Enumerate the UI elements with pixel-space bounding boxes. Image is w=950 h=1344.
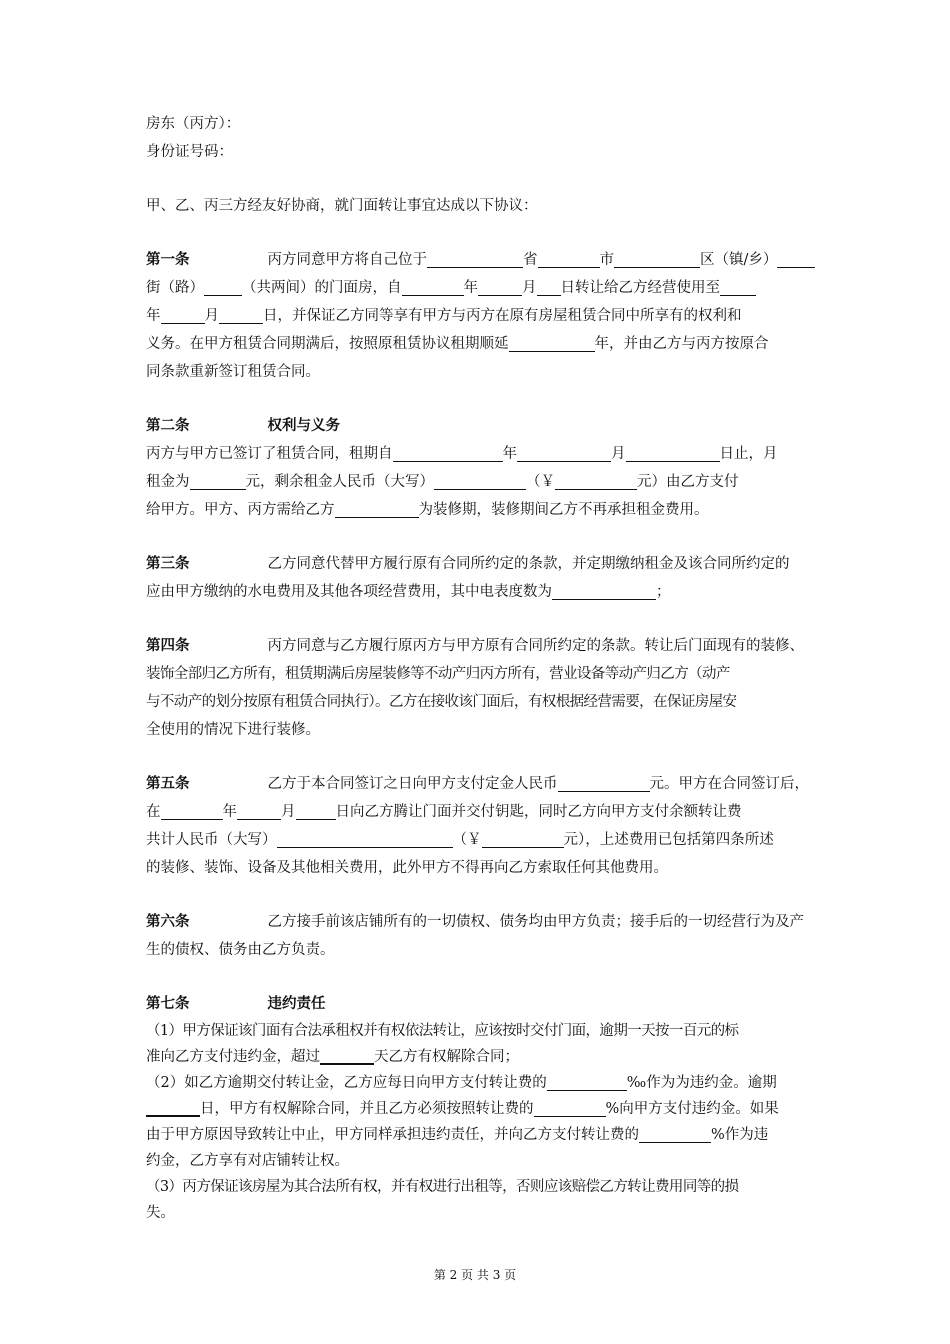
article-2-title: 第二条	[146, 417, 190, 434]
text: 月	[611, 446, 626, 462]
text: 区（镇/乡）	[700, 252, 778, 268]
text: 市	[599, 252, 614, 268]
text: 年	[502, 446, 517, 462]
blank-start-year	[402, 277, 464, 296]
blank-end-day	[219, 305, 263, 324]
blank-province	[427, 249, 523, 268]
blank-start-month	[478, 277, 522, 296]
text: 日向乙方腾让门面并交付钥匙，同时乙方向甲方支付余额转让费	[335, 804, 742, 820]
article-4-line-1	[146, 632, 808, 660]
article-7-line-4	[146, 1096, 808, 1122]
text: 装饰全部归乙方所有，租赁期满后房屋装修等不动产归丙方所有，营业设备等动产归乙方（动产	[146, 666, 730, 682]
text: 日，甲方有权解除合同，并且乙方必须按照转让费的	[200, 1101, 534, 1117]
text: %向甲方支付违约金。如果	[605, 1101, 779, 1117]
article-5-line-1	[146, 770, 808, 798]
blank-extend-years	[509, 333, 595, 352]
text: %作为违	[711, 1127, 769, 1143]
text: 月	[522, 280, 537, 296]
article-2-line-1	[146, 440, 808, 468]
blank-monthly-rent	[190, 471, 246, 490]
blank-transfer-fee-number	[482, 829, 564, 848]
text: 同条款重新签订租赁合同。	[146, 364, 320, 380]
text: 日止，月	[719, 446, 778, 462]
article-7-title: 第七条	[146, 995, 190, 1012]
article-5-line-4	[146, 854, 808, 882]
text: 丙方与甲方已签订了租赁合同，租期自	[146, 446, 393, 462]
text: 在	[146, 804, 161, 820]
landlord-label: 房东（丙方）：	[146, 116, 241, 132]
blank-handover-day	[296, 801, 336, 820]
blank-street	[777, 249, 815, 268]
text: 生的债权、债务由乙方负责。	[146, 942, 335, 958]
blank-meter-reading	[552, 581, 656, 600]
text: （2）如乙方逾期交付转让金，乙方应每日向甲方支付转让费的	[146, 1075, 547, 1091]
text: 准向乙方支付违约金，超过	[146, 1049, 320, 1065]
article-1-line-4	[146, 330, 808, 358]
text: 失。	[146, 1205, 175, 1221]
article-1-line-1	[146, 246, 808, 274]
landlord-line	[146, 110, 808, 138]
article-7-line-7	[146, 1174, 808, 1200]
article-5-line-3	[146, 826, 808, 854]
text: （1）甲方保证该门面有合法承租权并有权依法转让，应该按时交付门面，逾期一天按一百元的标	[146, 1023, 739, 1039]
blank-overdue-days	[320, 1045, 374, 1065]
blank-daily-penalty-rate	[547, 1072, 627, 1091]
article-7-heading	[146, 990, 808, 1018]
text: 元）由乙方支付	[637, 474, 739, 490]
article-3-title: 第三条	[146, 555, 190, 572]
article-2-heading-text: 权利与义务	[267, 417, 340, 434]
blank-lease-month	[517, 443, 611, 462]
blank-handover-month	[237, 801, 281, 820]
article-1-line-3	[146, 302, 808, 330]
article-5-line-2	[146, 798, 808, 826]
text: 全使用的情况下进行装修。	[146, 722, 320, 738]
article-2-line-3	[146, 496, 808, 524]
text: 天乙方有权解除合同；	[374, 1049, 519, 1065]
article-6-line-1	[146, 908, 808, 936]
text: 约金，乙方享有对店铺转让权。	[146, 1153, 349, 1169]
text: 乙方接手前该店铺所有的一切债权、债务均由甲方负责；接手后的一切经营行为及产	[267, 914, 804, 930]
text: 丙方同意与乙方履行原丙方与甲方原有合同所约定的条款。转让后门面现有的装修、	[267, 638, 804, 654]
article-5-title: 第五条	[146, 775, 190, 792]
article-6-title: 第六条	[146, 913, 190, 930]
text: 元，剩余租金人民币（大写）	[245, 474, 434, 490]
text: 给甲方。甲方、丙方需给乙方	[146, 502, 335, 518]
article-3-line-2	[146, 578, 808, 606]
text: 年，并由乙方与丙方按原合	[594, 336, 769, 352]
blank-street-name	[204, 277, 242, 296]
text: 月	[281, 804, 296, 820]
page-number: 第 2 页 共 3 页	[433, 1268, 517, 1282]
text: 省	[523, 252, 538, 268]
article-4-title: 第四条	[146, 637, 190, 654]
blank-landlord-penalty-percent	[639, 1124, 711, 1143]
blank-overdue-limit	[146, 1097, 200, 1117]
text: 街（路）	[146, 280, 204, 296]
text: 年	[146, 308, 161, 324]
article-1-line-5	[146, 358, 808, 386]
blank-transfer-fee-words	[277, 829, 453, 848]
id-line	[146, 138, 808, 166]
blank-remaining-rent-number	[555, 471, 637, 490]
text: （￥	[452, 832, 482, 848]
article-3-line-1	[146, 550, 808, 578]
text: 共计人民币（大写）	[146, 832, 277, 848]
article-7-line-1	[146, 1018, 808, 1044]
blank-end-month	[161, 305, 205, 324]
text: 的装修、装饰、设备及其他相关费用，此外甲方不得再向乙方索取任何其他费用。	[146, 860, 668, 876]
text: 应由甲方缴纳的水电费用及其他各项经营费用，其中电表度数为	[146, 584, 552, 600]
text: 租金为	[146, 474, 190, 490]
text: 日转让给乙方经营使用至	[560, 280, 720, 296]
text: 年	[463, 280, 478, 296]
blank-start-day	[537, 277, 561, 296]
text: ；	[656, 584, 671, 600]
text: （3）丙方保证该房屋为其合法所有权，并有权进行出租等，否则应该赔偿乙方转让费用同等的损	[146, 1179, 739, 1195]
article-1-line-2	[146, 274, 808, 302]
article-4-line-3	[146, 688, 808, 716]
page-footer	[0, 1266, 950, 1283]
article-1-title: 第一条	[146, 251, 190, 268]
text: 年	[222, 804, 237, 820]
text: （共两间）的门面房，自	[242, 280, 402, 296]
article-6-line-2	[146, 936, 808, 964]
blank-district	[614, 249, 700, 268]
article-7-line-5	[146, 1122, 808, 1148]
blank-penalty-percent	[534, 1098, 606, 1117]
text: （￥	[526, 474, 555, 490]
blank-end-year	[720, 277, 756, 296]
article-7-line-2	[146, 1044, 808, 1070]
blank-lease-day	[626, 443, 720, 462]
text: 乙方同意代替甲方履行原有合同所约定的条款，并定期缴纳租金及该合同所约定的	[267, 556, 790, 572]
intro-line	[146, 192, 808, 220]
intro-text: 甲、乙、丙三方经友好协商，就门面转让事宜达成以下协议：	[146, 198, 538, 214]
text: 丙方同意甲方将自己位于	[267, 252, 427, 268]
text: 乙方于本合同签订之日向甲方支付定金人民币	[267, 776, 558, 792]
id-number-label: 身份证号码：	[146, 144, 233, 160]
document-body	[146, 110, 808, 1226]
blank-city	[538, 249, 600, 268]
text: 义务。在甲方租赁合同期满后，按照原租赁协议租期顺延	[146, 336, 509, 352]
article-2-line-2	[146, 468, 808, 496]
article-4-line-4	[146, 716, 808, 744]
article-7-line-6	[146, 1148, 808, 1174]
article-7-heading-text: 违约责任	[267, 995, 326, 1012]
blank-lease-year	[393, 443, 503, 462]
text: 由于甲方原因导致转让中止，甲方同样承担违约责任，并向乙方支付转让费的	[146, 1127, 639, 1143]
article-4-line-2	[146, 660, 808, 688]
text: ‰作为为违约金。逾期	[626, 1075, 777, 1091]
article-2-heading	[146, 412, 808, 440]
text: 为装修期，装修期间乙方不再承担租金费用。	[418, 502, 709, 518]
text: 月	[204, 308, 219, 324]
text: 元），上述费用已包括第四条所述	[563, 832, 774, 848]
article-7-line-3	[146, 1070, 808, 1096]
blank-handover-year	[161, 801, 223, 820]
text: 元。甲方在合同签订后，	[649, 776, 809, 792]
article-7-line-8	[146, 1200, 808, 1226]
blank-deposit	[558, 773, 650, 792]
blank-remaining-rent-words	[434, 471, 526, 490]
text: 与不动产的划分按原有租赁合同执行）。乙方在接收该门面后，有权根据经营需要，在保证房屋安	[146, 694, 737, 710]
blank-renovation-period	[335, 499, 419, 518]
text: 日，并保证乙方同等享有甲方与丙方在原有房屋租赁合同中所享有的权利和	[263, 308, 742, 324]
